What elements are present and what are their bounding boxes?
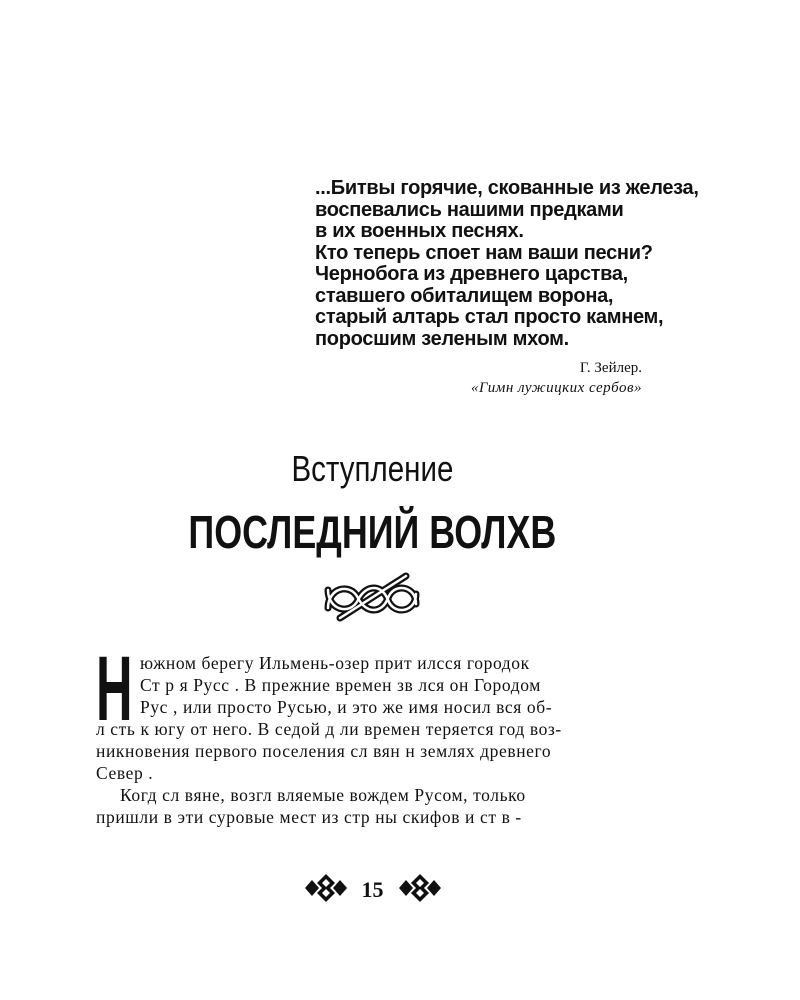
chapter-title: ПОСЛЕДНИЙ ВОЛХВ	[188, 506, 557, 558]
epigraph-line: Кто теперь споет нам ваши песни?	[315, 241, 653, 264]
body-line: пришли в эти суровые мест из стр ны скифов и ст в -	[96, 807, 522, 827]
epigraph-line: в их военных песнях.	[315, 220, 524, 242]
page-footer	[0, 872, 745, 908]
epigraph-line: ставшего обиталищем ворона,	[315, 284, 614, 307]
page-number: 15	[361, 877, 384, 902]
body-line: Ст р я Русс . В прежние времен зв лся он Городом	[140, 675, 541, 695]
body-line: южном берегу Ильмень-озер прит илсся городок	[140, 653, 530, 673]
body-line: Рус , или просто Русью, и это же имя носил вся об-	[140, 697, 553, 717]
diamond-ornament-icon	[398, 872, 442, 908]
epigraph-source: «Гимн лужицких сербов»	[471, 380, 642, 396]
epigraph-line: поросшим зеленым мхом.	[315, 327, 569, 350]
body-line: л сть к югу от него. В седой д ли времен теряется год воз-	[96, 719, 562, 739]
body-text	[96, 638, 646, 828]
epigraph-attribution	[471, 358, 642, 398]
epigraph-line: Чернобога из древнего царства,	[315, 263, 628, 285]
epigraph-line: воспевались нашими предками	[315, 198, 624, 221]
section-label: Вступление	[291, 448, 454, 489]
diamond-ornament-icon	[304, 872, 348, 908]
drop-cap: Н	[96, 638, 133, 740]
epigraph-author: Г. Зейлер.	[579, 360, 642, 376]
body-line: Север .	[96, 763, 154, 783]
body-line: Когд сл вяне, возгл вляемые вождем Русом, только	[120, 785, 526, 805]
epigraph	[315, 177, 699, 350]
celtic-knot-icon	[320, 570, 425, 629]
epigraph-line: ...Битвы горячие, скованные из железа,	[315, 177, 699, 199]
body-line: никновения первого поселения сл вян н землях древнего	[96, 741, 552, 761]
epigraph-line: старый алтарь стал просто камнем,	[315, 306, 664, 328]
